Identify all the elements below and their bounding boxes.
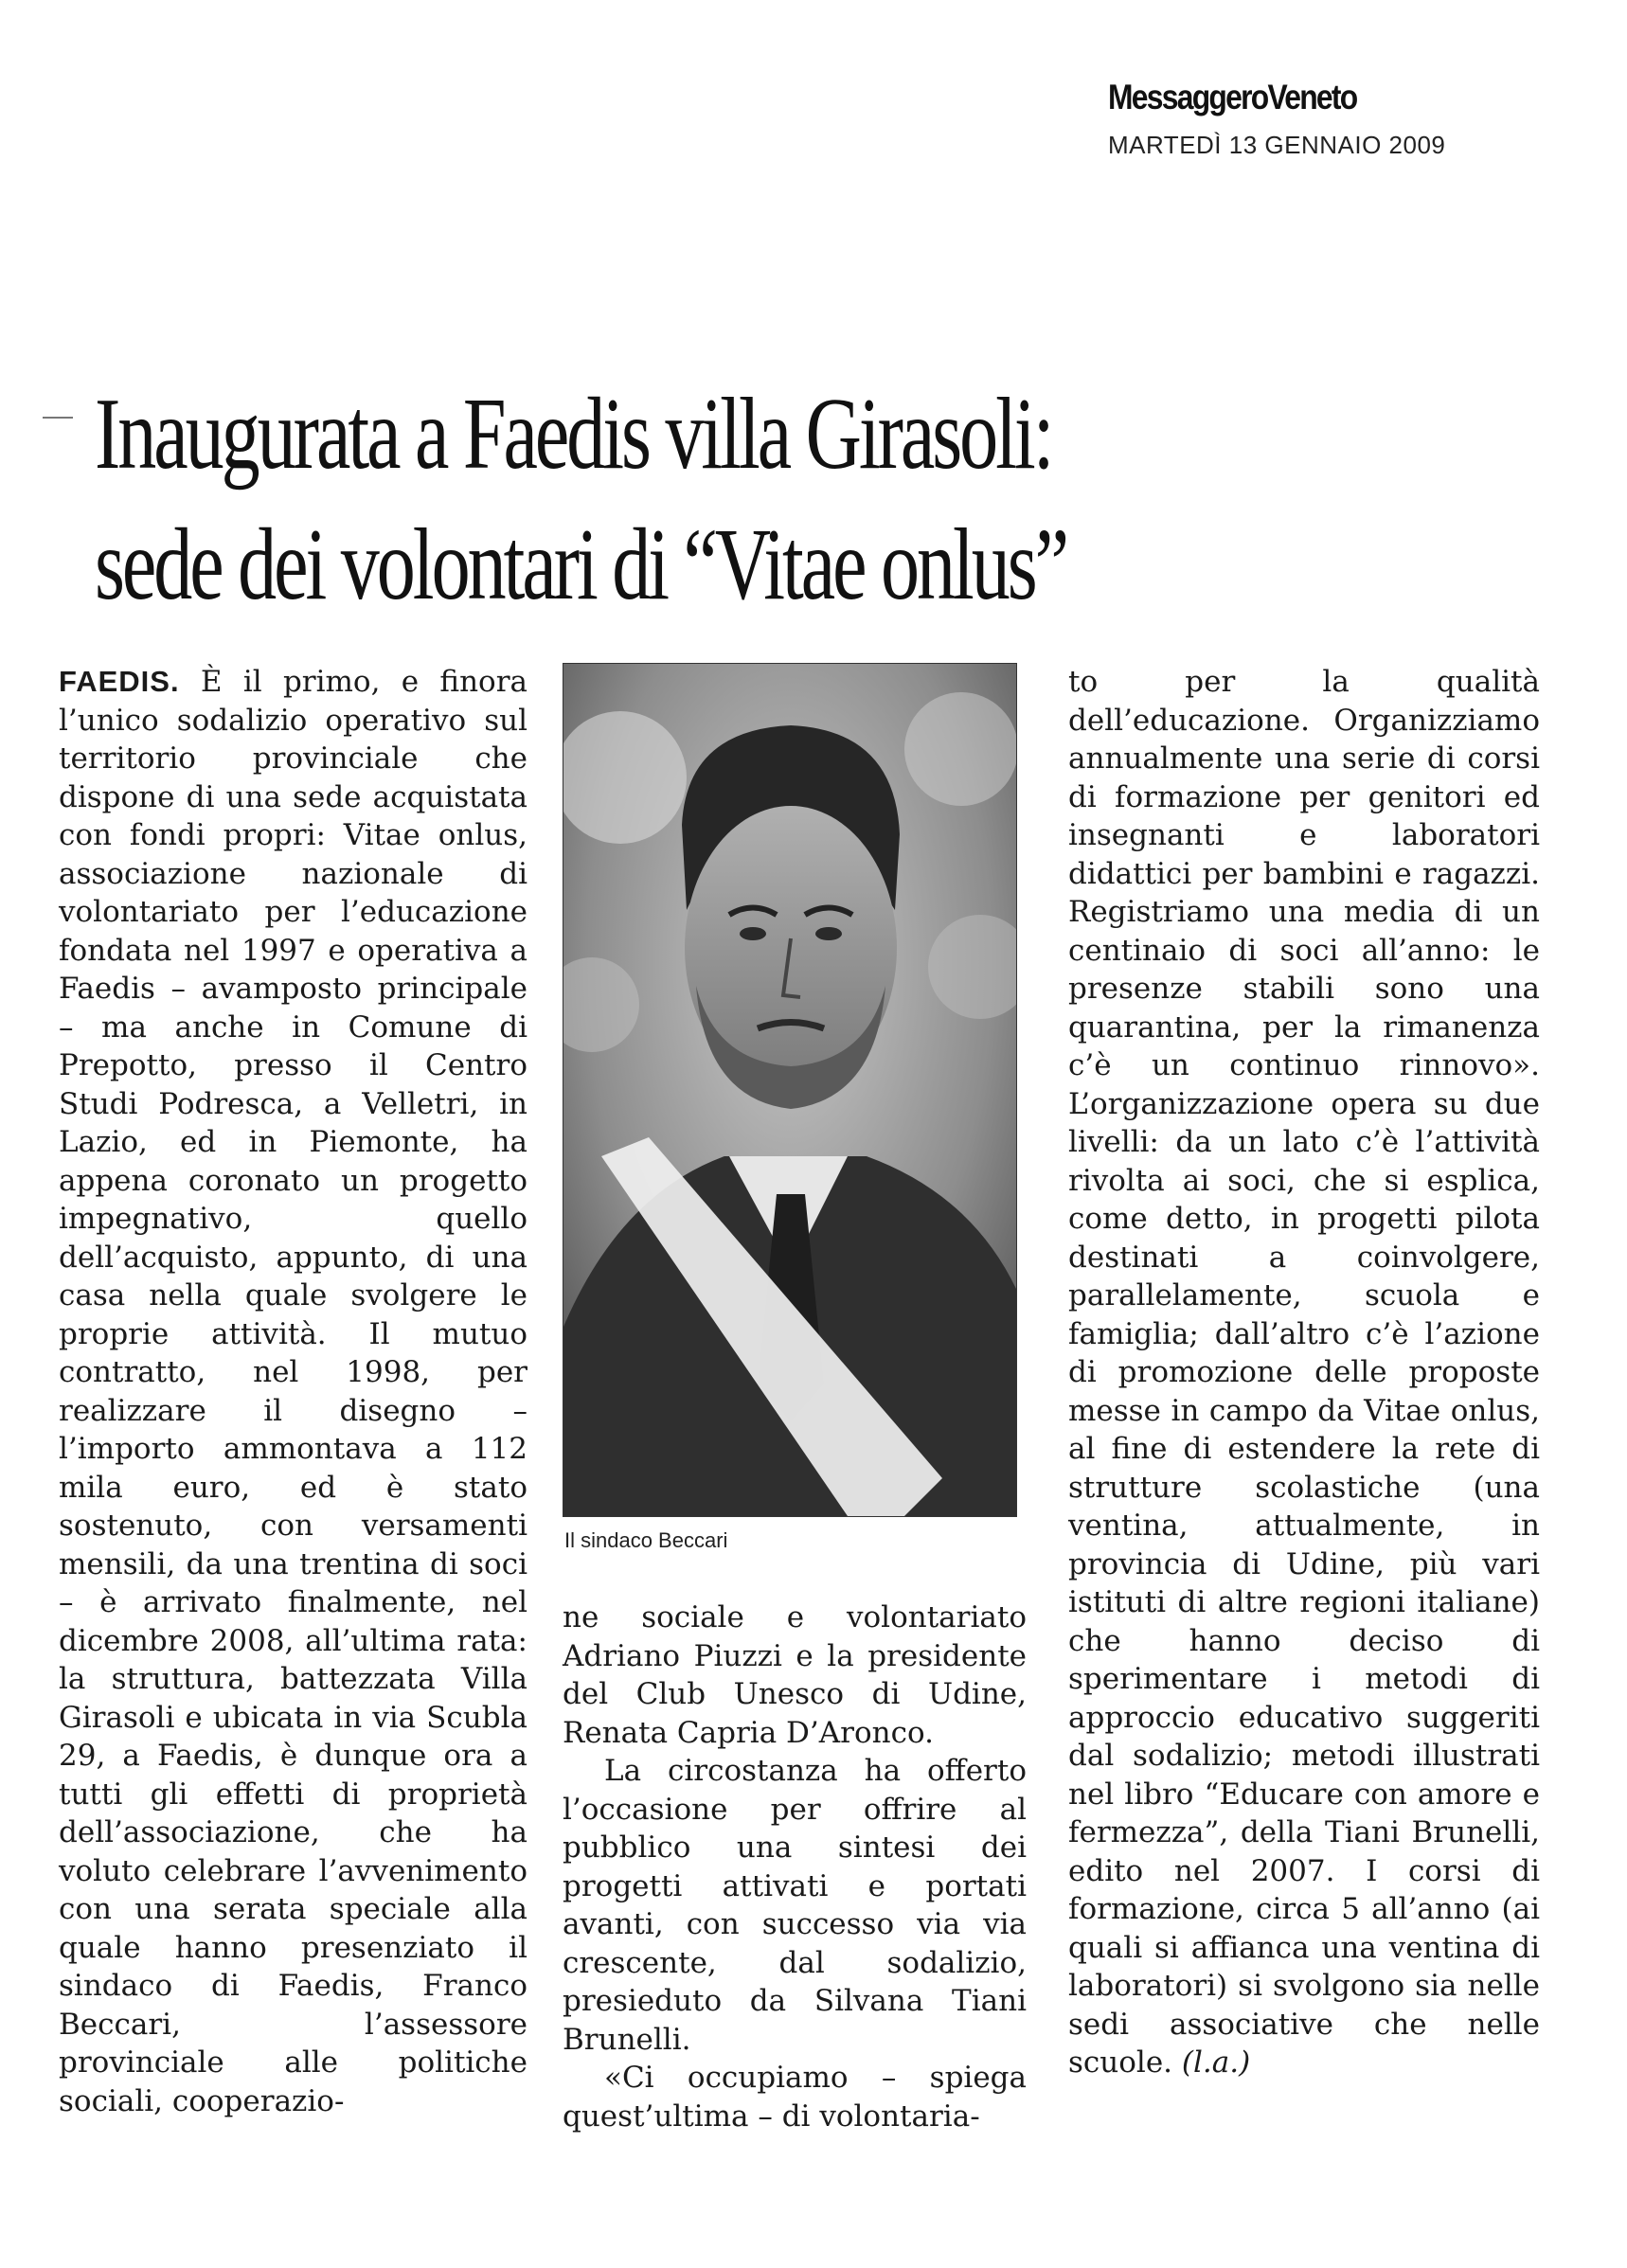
headline-line-1: Inaugurata a Faedis villa Girasoli: — [95, 378, 1052, 491]
photo-mayor — [563, 663, 1017, 1517]
newspaper-name: MessaggeroVeneto — [1108, 78, 1357, 116]
article-column-3 — [1068, 663, 1540, 2082]
article-paragraph: ne sociale e volontariato Adriano Piuzzi e la presidente del Club Unesco di Udine, Renata Capria D’Aronco. — [563, 1600, 1027, 1750]
author-signature: (l.a.) — [1181, 2045, 1251, 2080]
article-paragraph: «Ci occupiamo – spiega quest’ultima – di volontaria- — [563, 2061, 1027, 2134]
headline-line-2: sede dei volontari di “Vitae onlus” — [95, 509, 1067, 621]
headline — [95, 369, 1534, 631]
article-column-1 — [59, 663, 527, 2120]
column-1-text: È il primo, e finora l’unico sodalizio operativo sul territorio provinciale che dispone di una sede acquistata con fondi propri: Vitae onlus, associazione nazionale di volontariato per l’educazione fondata nel 1997 e operativa a Faedis – avamposto principale – ma anche in Comune di Prepotto, presso il Centro Studi Podresca, a Velletri, in Lazio, ed in Piemonte, ha appena coronato un progetto impegnativo, quello dell’acquisto, appunto, di una casa nella quale svolgere le proprie attività. Il mutuo contratto, nel 1998, per realizzare il disegno – l’importo ammontava a 112 mila euro, ed è stato sostenuto, con versamenti mensili, da una trentina di soci – è arrivato finalmente, nel dicembre 2008, all’ultima rata: la struttura, battezzata Villa Girasoli e ubicata in via Scubla 29, a Faedis, è dunque ora a tutti gli effetti di proprietà dell’associazione, che ha voluto celebrare l’avvenimento con una serata speciale alla quale hanno presenziato il sindaco di Faedis, Franco Beccari, l’assessore provinciale alle politiche sociali, cooperazio- — [59, 665, 527, 2118]
article-column-2 — [563, 1598, 1027, 2135]
dateline: FAEDIS. — [59, 665, 180, 698]
masthead — [1108, 78, 1525, 160]
article-paragraph — [59, 663, 527, 2120]
column-3-text: to per la qualità dell’educazione. Organizziamo annualmente una serie di corsi di formazione per genitori ed insegnanti e laboratori didattici per bambini e ragazzi. Registriamo una media di un centinaio di soci all’anno: le presenze stabili sono una quarantina, per la rimanenza c’è un continuo rinnovo». L’organizzazione opera su due livelli: da un lato c’è l’attività rivolta ai soci, che si esplica, come detto, in progetti pilota destinati a coinvolgere, parallelamente, scuola e famiglia; dall’altro c’è l’azione di promozione delle proposte messe in campo da Vitae onlus, al fine di estendere la rete di strutture scolastiche (una ventina, attualmente, in provincia di Udine, più vari istituti di altre regioni italiane) che hanno deciso di sperimentare i metodi di approccio educativo suggeriti dal sodalizio; metodi illustrati nel libro “Educare con amore e fermezza”, della Tiani Brunelli, edito nel 2007. I corsi di formazione, circa 5 all’anno (ai quali si affianca una ventina di laboratori) si svolgono sia nelle sedi associative che nelle scuole. — [1068, 665, 1540, 2080]
article-paragraph: La circostanza ha offerto l’occasione per offrire al pubblico una sintesi dei progetti attivati e portati avanti, con successo via via crescente, dal sodalizio, presieduto da Silvana Tiani Brunelli. — [563, 1754, 1027, 2057]
photo-caption: Il sindaco Beccari — [564, 1528, 728, 1552]
margin-dash — [43, 417, 73, 419]
article-paragraph — [1068, 663, 1540, 2082]
publication-date: MARTEDÌ 13 GENNAIO 2009 — [1108, 131, 1446, 159]
portrait-illustration — [563, 664, 1016, 1516]
